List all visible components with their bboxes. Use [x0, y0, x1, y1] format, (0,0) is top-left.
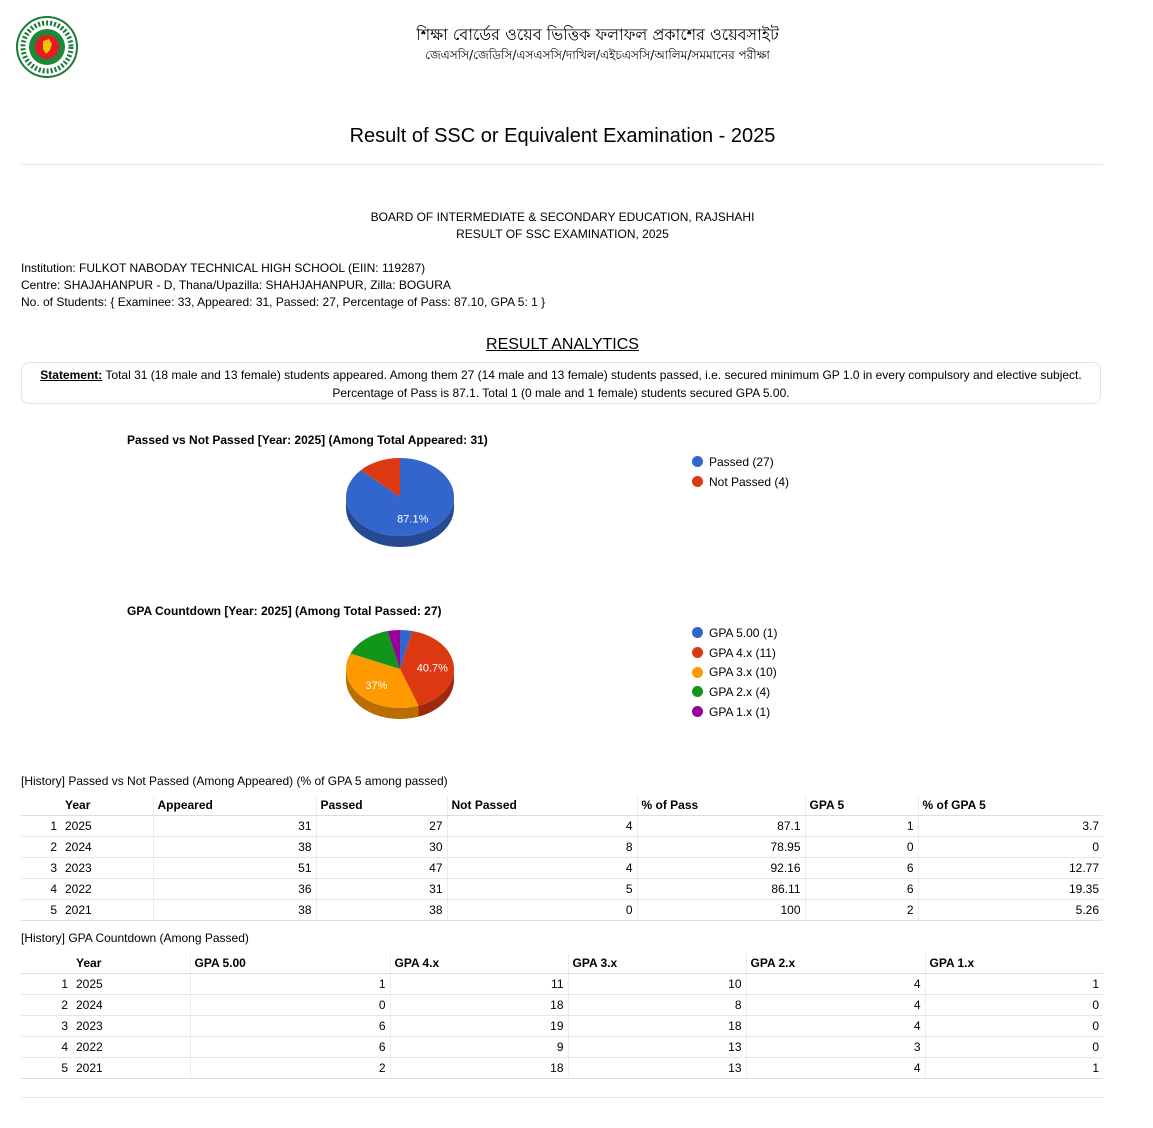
table-row [21, 1037, 1103, 1058]
column-header[interactable]: Year [72, 953, 190, 974]
table-cell: 51 [153, 858, 316, 879]
legend-entry[interactable] [692, 702, 777, 722]
divider [21, 164, 1103, 165]
board-exam: RESULT OF SSC EXAMINATION, 2025 [456, 227, 669, 241]
table-cell: 2 [190, 1058, 390, 1079]
table-cell: 5.26 [918, 900, 1103, 921]
table-cell: 6 [190, 1037, 390, 1058]
column-header[interactable]: GPA 1.x [925, 953, 1103, 974]
row-index: 4 [21, 1037, 72, 1058]
table-row [21, 1058, 1103, 1079]
table-cell: 2022 [72, 1037, 190, 1058]
table-cell: 30 [316, 837, 447, 858]
legend-label: GPA 5.00 (1) [709, 625, 778, 640]
table-cell: 0 [447, 900, 637, 921]
pie-slice-label: 87.1% [397, 513, 429, 526]
table-cell: 100 [637, 900, 805, 921]
table-cell: 6 [190, 1016, 390, 1037]
table-cell: 9 [390, 1037, 568, 1058]
legend-gpa [692, 623, 777, 721]
table-cell: 1 [805, 816, 918, 837]
table-cell: 18 [568, 1016, 746, 1037]
row-index: 5 [21, 900, 61, 921]
table-cell: 4 [746, 974, 925, 995]
table-row [21, 974, 1103, 995]
table-cell: 2021 [61, 900, 153, 921]
legend-dot-icon [692, 686, 703, 697]
row-index: 1 [21, 974, 72, 995]
column-header[interactable]: Appeared [153, 795, 316, 816]
table-row [21, 900, 1103, 921]
table-cell: 19.35 [918, 879, 1103, 900]
chart-title-gpa: GPA Countdown [Year: 2025] (Among Total Passed: 27) [127, 604, 442, 618]
table-cell: 4 [746, 1058, 925, 1079]
legend-entry[interactable] [692, 662, 777, 682]
table-cell: 2023 [72, 1016, 190, 1037]
institution-info: Institution: FULKOT NABODAY TECHNICAL HIGH SCHOOL (EIIN: 119287) [21, 261, 426, 275]
statement-label: Statement: [40, 368, 103, 382]
legend-entry[interactable] [692, 452, 789, 472]
table-cell: 8 [568, 995, 746, 1016]
bn-site-subtitle: জেএসসি/জেডিসি/এসএসসি/দাখিল/এইচএসসি/আলিম/সমমানের পরীক্ষা [425, 48, 770, 62]
legend-dot-icon [692, 667, 703, 678]
table-cell: 0 [190, 995, 390, 1016]
table-cell: 38 [316, 900, 447, 921]
table-row [21, 837, 1103, 858]
column-header[interactable] [21, 795, 61, 816]
table-cell: 38 [153, 900, 316, 921]
table-row [21, 816, 1103, 837]
table-cell: 0 [805, 837, 918, 858]
row-index: 2 [21, 995, 72, 1016]
legend-dot-icon [692, 456, 703, 467]
history-gpa-caption: [History] GPA Countdown (Among Passed) [21, 931, 249, 945]
legend-entry[interactable] [692, 472, 789, 492]
column-header[interactable]: GPA 5.00 [190, 953, 390, 974]
legend-label: GPA 2.x (4) [709, 684, 771, 699]
column-header[interactable]: % of Pass [637, 795, 805, 816]
history-gpa-table [21, 953, 1103, 1079]
table-cell: 0 [925, 995, 1103, 1016]
table-cell: 2024 [61, 837, 153, 858]
legend-dot-icon [692, 627, 703, 638]
column-header[interactable]: GPA 4.x [390, 953, 568, 974]
legend-dot-icon [692, 476, 703, 487]
row-index: 2 [21, 837, 61, 858]
table-cell: 87.1 [637, 816, 805, 837]
table-cell: 8 [447, 837, 637, 858]
students-info: No. of Students: { Examinee: 33, Appeared: 31, Passed: 27, Percentage of Pass: 87.10, GPA 5: 1 } [21, 295, 546, 309]
legend-label: GPA 3.x (10) [709, 665, 777, 680]
row-index: 1 [21, 816, 61, 837]
table-cell: 11 [390, 974, 568, 995]
page-title: Result of SSC or Equivalent Examination - 2025 [349, 125, 776, 147]
column-header[interactable]: Passed [316, 795, 447, 816]
row-index: 3 [21, 1016, 72, 1037]
table-cell: 78.95 [637, 837, 805, 858]
footer-divider [21, 1097, 1103, 1098]
table-cell: 18 [390, 995, 568, 1016]
pie-chart-gpa [300, 622, 500, 742]
table-cell: 1 [925, 974, 1103, 995]
table-cell: 36 [153, 879, 316, 900]
table-cell: 31 [153, 816, 316, 837]
pie-chart-pass [300, 450, 500, 570]
row-index: 3 [21, 858, 61, 879]
table-cell: 2023 [61, 858, 153, 879]
table-cell: 4 [447, 816, 637, 837]
table-cell: 4 [746, 995, 925, 1016]
table-cell: 38 [153, 837, 316, 858]
board-name: BOARD OF INTERMEDIATE & SECONDARY EDUCATION, RAJSHAHI [370, 210, 755, 224]
analytics-heading: RESULT ANALYTICS [486, 336, 639, 353]
table-cell: 19 [390, 1016, 568, 1037]
table-cell: 27 [316, 816, 447, 837]
table-cell: 31 [316, 879, 447, 900]
statement-box [21, 362, 1101, 404]
table-cell: 2024 [72, 995, 190, 1016]
table-cell: 6 [805, 858, 918, 879]
table-cell: 18 [390, 1058, 568, 1079]
table-cell: 47 [316, 858, 447, 879]
column-header[interactable]: GPA 3.x [568, 953, 746, 974]
table-cell: 2025 [61, 816, 153, 837]
legend-entry[interactable] [692, 623, 777, 643]
table-cell: 0 [925, 1037, 1103, 1058]
table-cell: 86.11 [637, 879, 805, 900]
table-cell: 13 [568, 1037, 746, 1058]
table-row [21, 858, 1103, 879]
table-cell: 0 [918, 837, 1103, 858]
legend-entry[interactable] [692, 643, 777, 663]
table-cell: 13 [568, 1058, 746, 1079]
legend-dot-icon [692, 706, 703, 717]
legend-label: Not Passed (4) [709, 474, 790, 489]
table-cell: 4 [447, 858, 637, 879]
table-cell: 3.7 [918, 816, 1103, 837]
column-header[interactable]: Not Passed [447, 795, 637, 816]
legend-dot-icon [692, 647, 703, 658]
history-pass-caption: [History] Passed vs Not Passed (Among Appeared) (% of GPA 5 among passed) [21, 774, 448, 788]
table-cell: 0 [925, 1016, 1103, 1037]
table-cell: 2021 [72, 1058, 190, 1079]
table-cell: 4 [746, 1016, 925, 1037]
table-cell: 6 [805, 879, 918, 900]
statement-text-1: Total 31 (18 male and 13 female) students appeared. Among them 27 (14 male and 13 female) students passed, i.e. secured minimum GP 1.0 in every compulsory and elective subject. [102, 368, 1082, 382]
table-cell: 12.77 [918, 858, 1103, 879]
legend-label: GPA 1.x (1) [709, 704, 771, 719]
legend-label: GPA 4.x (11) [709, 645, 776, 660]
table-cell: 1 [925, 1058, 1103, 1079]
table-cell: 1 [190, 974, 390, 995]
bn-site-title: শিক্ষা বোর্ডের ওয়েব ভিত্তিক ফলাফল প্রকাশের ওয়েবসাইট [416, 25, 779, 44]
row-index: 5 [21, 1058, 72, 1079]
pie-slice-label: 40.7% [416, 662, 448, 675]
table-row [21, 879, 1103, 900]
table-cell: 3 [746, 1037, 925, 1058]
column-header[interactable] [21, 953, 72, 974]
column-header[interactable]: GPA 5 [805, 795, 918, 816]
column-header[interactable]: Year [61, 795, 153, 816]
table-cell: 2022 [61, 879, 153, 900]
table-row [21, 995, 1103, 1016]
row-index: 4 [21, 879, 61, 900]
table-cell: 2 [805, 900, 918, 921]
column-header[interactable]: GPA 2.x [746, 953, 925, 974]
pie-slice-label: 37% [365, 680, 388, 693]
chart-title-pass: Passed vs Not Passed [Year: 2025] (Among Total Appeared: 31) [127, 433, 488, 447]
page-header [0, 0, 1153, 90]
table-cell: 2025 [72, 974, 190, 995]
column-header[interactable]: % of GPA 5 [918, 795, 1103, 816]
table-cell: 10 [568, 974, 746, 995]
legend-label: Passed (27) [709, 454, 774, 469]
history-pass-table [21, 795, 1103, 921]
centre-info: Centre: SHAJAHANPUR - D, Thana/Upazilla: SHAHJAHANPUR, Zilla: BOGURA [21, 278, 451, 292]
statement-text-2: Percentage of Pass is 87.1. Total 1 (0 male and 1 female) students secured GPA 5.00. [332, 386, 790, 400]
table-cell: 5 [447, 879, 637, 900]
table-cell: 92.16 [637, 858, 805, 879]
legend-entry[interactable] [692, 682, 777, 702]
table-row [21, 1016, 1103, 1037]
legend-pass [692, 452, 789, 491]
